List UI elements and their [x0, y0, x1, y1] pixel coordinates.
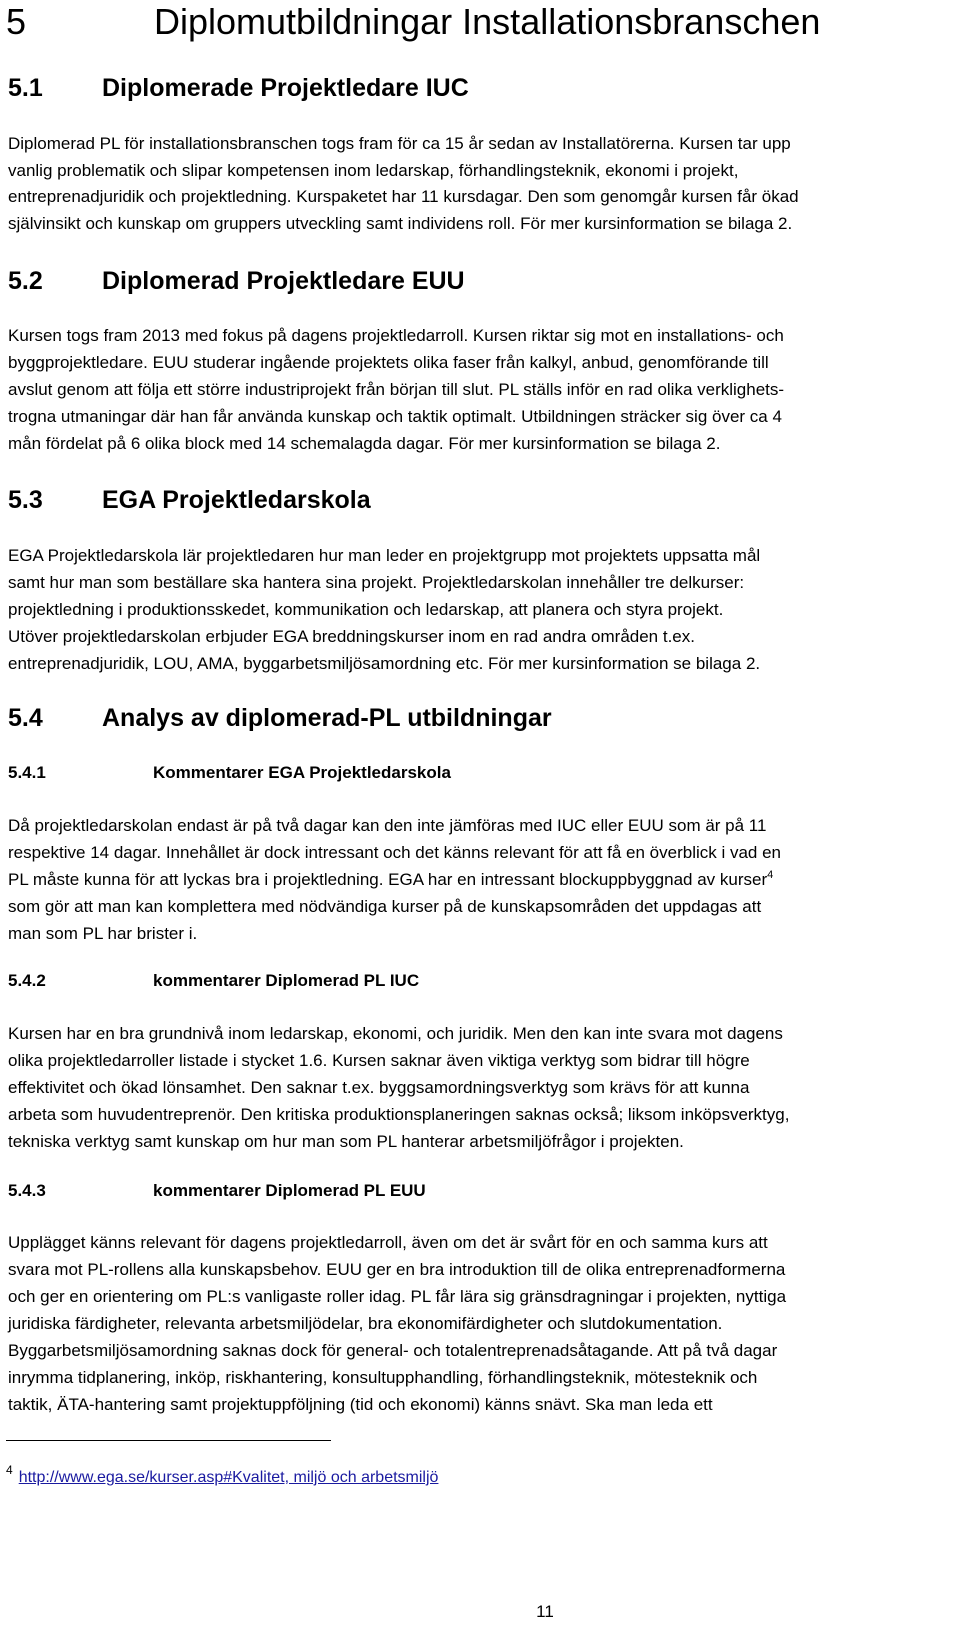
subsection-title: Kommentarer EGA Projektledarskola: [153, 763, 451, 782]
section-heading-5-3: [8, 482, 938, 518]
text-line: samt hur man som beställare ska hantera sina projekt. Projektledarskolan innehåller tre delkurser:: [8, 573, 745, 592]
chapter-number: 5: [6, 1, 27, 42]
text-line: Diplomerad PL för installationsbranschen togs fram för ca 15 år sedan av Installatörerna. Kursen tar upp: [8, 134, 791, 153]
section-number: 5.1: [8, 74, 43, 102]
text-line: man som PL har brister i.: [8, 924, 198, 943]
text-line: trogna utmaningar där han får använda kunskap och taktik optimalt. Utbildningen sträcker sig över ca 4: [8, 407, 782, 426]
text-line: och ger en orientering om PL:s vanligaste roller idag. PL får lära sig gränsdragningar i projekten, nyttiga: [8, 1287, 787, 1306]
paragraph-5-4-3: [8, 1230, 938, 1419]
subsection-heading-5-4-1: [8, 760, 938, 786]
text-line: juridiska färdigheter, relevanta arbetsmiljödelar, bra ekonomifärdigheter och slutdokumentation.: [8, 1314, 723, 1333]
text-line: Byggarbetsmiljösamordning saknas dock för general- och totalentreprenadsåtagande. Att på två dagar: [8, 1341, 778, 1360]
footnote: [6, 1458, 439, 1486]
section-number: 5.3: [8, 486, 43, 514]
text-line: Upplägget känns relevant för dagens projektledarroll, även om det är svårt för en och samma kurs att: [8, 1233, 768, 1252]
chapter-heading: [6, 0, 946, 44]
text-line: Utöver projektledarskolan erbjuder EGA breddningskurser inom en rad andra områden t.ex.: [8, 627, 695, 646]
paragraph-5-4-1: [8, 813, 938, 948]
section-title: Analys av diplomerad-PL utbildningar: [102, 704, 552, 732]
text-line: projektledning i produktionsskedet, kommunikation och ledarskap, att planera och styra projekt.: [8, 600, 724, 619]
subsection-number: 5.4.2: [8, 971, 46, 990]
paragraph-5-4-2: [8, 1021, 938, 1156]
subsection-number: 5.4.1: [8, 763, 46, 782]
text-line: olika projektledarroller listade i stycket 1.6. Kursen saknar även viktiga verktyg som bidrar till högre: [8, 1051, 750, 1070]
paragraph-5-1: [8, 131, 938, 237]
text-line: avslut genom att följa ett större industriprojekt från början till slut. PL ställs inför en rad olika verklighets-: [8, 380, 785, 399]
text-line: EGA Projektledarskola lär projektledaren hur man leder en projektgrupp mot projektets uppsatta mål: [8, 546, 761, 565]
section-heading-5-4: [8, 700, 938, 736]
section-title: Diplomerade Projektledare IUC: [102, 74, 469, 102]
text-line: inrymma tidplanering, inköp, riskhantering, konsultupphandling, förhandlingsteknik, mötesteknik och: [8, 1368, 758, 1387]
text-line: entreprenadjuridik, LOU, AMA, byggarbetsmiljösamordning etc. För mer kursinformation se bilaga 2.: [8, 654, 761, 673]
text-line: PL måste kunna för att lyckas bra i projektledning. EGA har en intressant blockuppbyggnad av kurser: [8, 870, 768, 889]
paragraph-5-3: [8, 543, 938, 678]
section-title: EGA Projektledarskola: [102, 486, 371, 514]
footnote-link[interactable]: http://www.ega.se/kurser.asp#Kvalitet, miljö och arbetsmiljö: [18, 1469, 439, 1486]
text-line: Kursen togs fram 2013 med fokus på dagens projektledarroll. Kursen riktar sig mot en installations- och: [8, 326, 784, 345]
text-line: byggprojektledare. EUU studerar ingående projektets olika faser från kalkyl, anbud, genomförande till: [8, 353, 769, 372]
text-line: som gör att man kan komplettera med nödvändiga kurser på de kunskapsområden det uppdagas att: [8, 897, 762, 916]
text-line: mån fördelat på 6 olika block med 14 schemalagda dagar. För mer kursinformation se bilaga 2.: [8, 434, 721, 453]
subsection-title: kommentarer Diplomerad PL IUC: [153, 971, 420, 990]
text-line: entreprenadjuridik och projektledning. Kurspaketet har 11 kursdagar. Den som genomgår kursen får ökad: [8, 187, 799, 206]
footnote-reference[interactable]: 4: [767, 869, 774, 881]
subsection-number: 5.4.3: [8, 1181, 46, 1200]
text-line: tekniska verktyg samt kunskap om hur man som PL hanterar arbetsmiljöfrågor i projekten.: [8, 1132, 684, 1151]
text-line: självinsikt och kunskap om gruppers utveckling samt individens roll. För mer kursinformation se bilaga 2.: [8, 213, 793, 233]
page-number: 11: [536, 1602, 554, 1621]
text-line: svara mot PL-rollens alla kunskapsbehov. EUU ger en bra introduktion till de olika entreprenadformerna: [8, 1260, 786, 1279]
section-number: 5.2: [8, 267, 43, 295]
text-line: arbeta som huvudentreprenör. Den kritiska produktionsplaneringen saknas också; liksom inköpsverktyg,: [8, 1105, 790, 1124]
subsection-title: kommentarer Diplomerad PL EUU: [153, 1181, 426, 1200]
text-line: vanlig problematik och slipar kompetensen inom ledarskap, förhandlingsteknik, ekonomi i projekt,: [8, 160, 739, 180]
text-line: respektive 14 dagar. Innehållet är dock intressant och det känns relevant för att få en överblick i vad en: [8, 843, 782, 862]
text-line: taktik, ÄTA-hantering samt projektuppföljning (tid och ekonomi) känns snävt. Ska man leda ett: [8, 1395, 713, 1414]
section-number: 5.4: [8, 704, 43, 732]
text-line-with-footnote: [8, 867, 938, 894]
section-heading-5-2: [8, 263, 938, 299]
section-heading-5-1: [8, 70, 938, 106]
footnote-number: 4: [6, 1463, 13, 1477]
chapter-title: Diplomutbildningar Installationsbranschen: [154, 1, 821, 42]
text-line: Då projektledarskolan endast är på två dagar kan den inte jämföras med IUC eller EUU som är på 11: [8, 816, 767, 835]
subsection-heading-5-4-3: [8, 1178, 938, 1204]
text-line: Kursen har en bra grundnivå inom ledarskap, ekonomi, och juridik. Men den kan inte svara mot dagens: [8, 1024, 783, 1043]
text-line: effektivitet och ökad lönsamhet. Den saknar t.ex. byggsamordningsverktyg som krävs för att kunna: [8, 1078, 750, 1097]
section-title: Diplomerad Projektledare EUU: [102, 267, 465, 295]
paragraph-5-2: [8, 323, 938, 458]
subsection-heading-5-4-2: [8, 968, 938, 994]
footnote-separator: [6, 1440, 331, 1441]
